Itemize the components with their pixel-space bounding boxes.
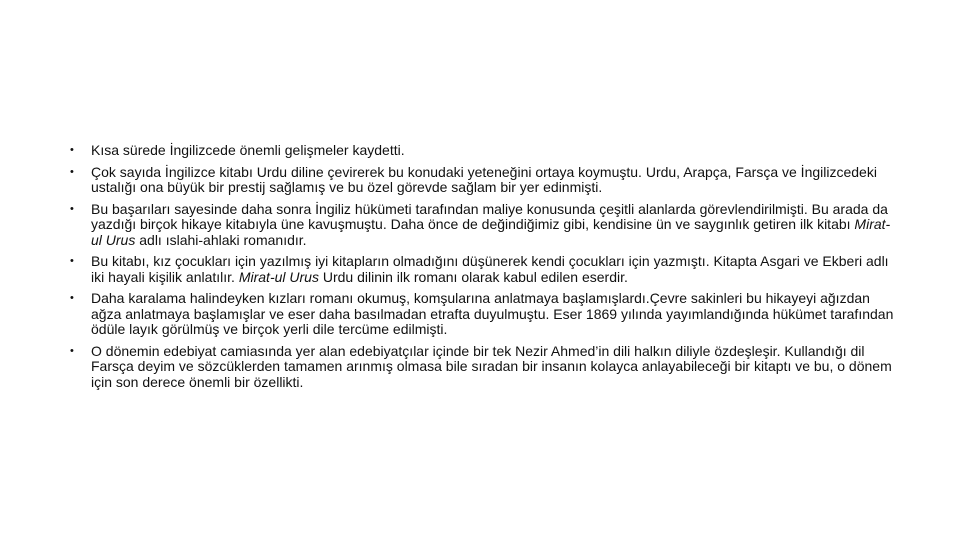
bullet-dot-icon: •: [70, 292, 74, 304]
bullet-text: O dönemin edebiyat camiasında yer alan edebiyatçılar içinde bir tek Nezir Ahmed’in dili halkın diliyle özdeşleşir. Kullandığı dil Farsça deyim ve sözcüklerden tamamen arınmış olmasa bile sıradan bir insanın kolayca anlayabileceği bir kitaptı ve bu, o dönem için son derece önemli bir özellikti.: [91, 342, 892, 390]
bullet-text: Daha karalama halindeyken kızları romanı okumuş, komşularına anlatmaya başlamışlardı.Çevre sakinleri bu hikayeyi ağızdan ağza anlatmaya başlamışlar ve eser daha basılmadan etrafta duyulmuştu. Eser 1869 yılında yayımlandığında hükümet tarafından ödüle layık görülmüş ve birçok yerli dile tercüme edilmişti.: [91, 290, 894, 337]
bullet-dot-icon: •: [70, 344, 74, 357]
bullet-item-1: [70, 143, 900, 159]
book-title: Mirat-ul Urus: [91, 216, 891, 248]
bullet-item-3: [70, 202, 900, 249]
bullet-dot-icon: •: [70, 255, 74, 267]
bullet-dot-icon: •: [70, 202, 74, 215]
bullet-dot-icon: •: [70, 144, 74, 156]
bullet-item-6: [70, 344, 900, 391]
bullet-list: [70, 143, 900, 396]
bullet-text-end: Urdu dilinin ilk romanı olarak kabul edilen eserdir.: [318, 268, 628, 285]
bullet-dot-icon: •: [70, 165, 74, 178]
bullet-item-4: [70, 254, 900, 285]
bullet-text: Kısa sürede İngilizcede önemli gelişmeler kaydetti.: [91, 142, 405, 158]
bullet-text-start: Bu başarıları sayesinde daha sonra İngiliz hükümeti tarafından maliye konusunda çeşitli alanlarda görevlendirilmişti. Bu arada da yazdığı birçok hikaye kitabıyla üne kavuşmuştu. Daha önce de değindiğimiz gibi, kendisine ün ve saygınlık getiren ilk kitabı: [91, 200, 888, 232]
bullet-text-start: Bu kitabı, kız çocukları için yazılmış iyi kitapların olmadığını düşünerek kendi çocukları için yazmıştı. Kitapta Asgari ve Ekberi adlı iki hayali kişilik anlatılır.: [91, 253, 889, 285]
bullet-text: Çok sayıda İngilizce kitabı Urdu diline çevirerek bu konudaki yeteneğini ortaya koymuştu. Urdu, Arapça, Farsça ve İngilizcedeki ustalığı ona büyük bir prestij sağlamış ve bu özel görevde sağlam bir yer edinmişti.: [91, 163, 877, 195]
bullet-item-2: [70, 165, 900, 196]
bullet-text-end: adlı ıslahi-ahlaki romanıdır.: [135, 231, 307, 248]
bullet-item-5: [70, 291, 900, 338]
book-title: Mirat-ul Urus: [238, 268, 319, 285]
